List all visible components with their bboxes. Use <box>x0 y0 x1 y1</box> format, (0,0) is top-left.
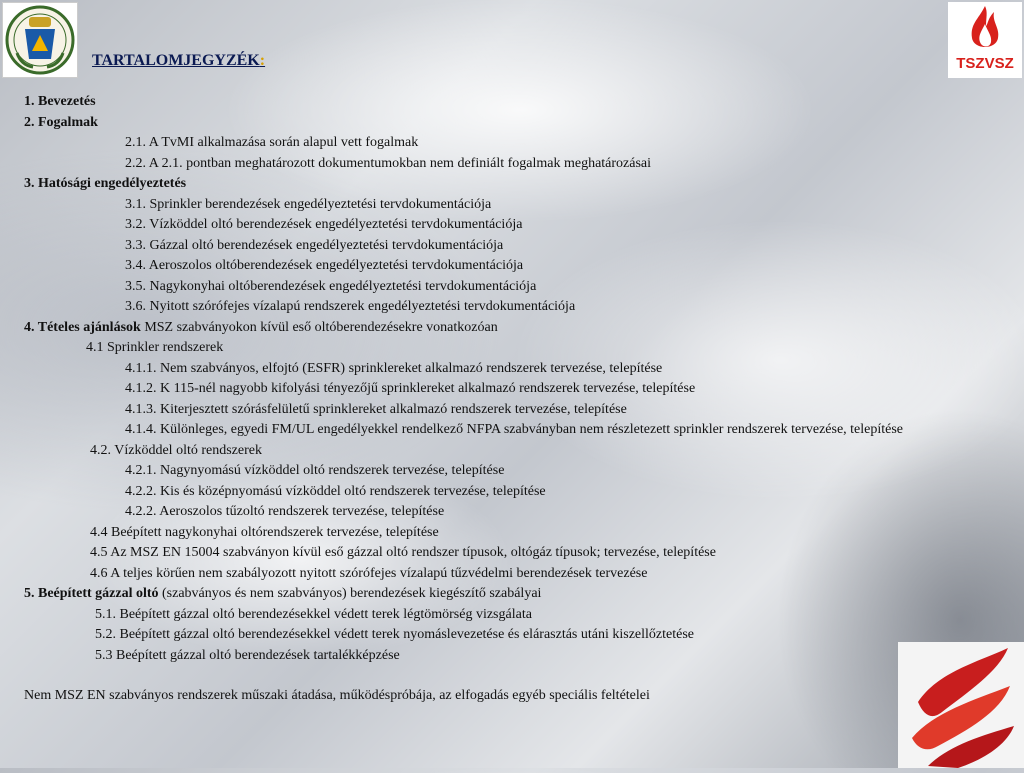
page-title <box>92 52 265 70</box>
toc-item-3-4: 3.4. Aeroszolos oltóberendezések engedélyeztetési tervdokumentációja <box>125 258 524 273</box>
toc-item-5-2: 5.2. Beépített gázzal oltó berendezésekkel védett terek nyomáslevezetése és elárasztás utáni kiszellőztetése <box>95 627 694 642</box>
toc-item-3-6: 3.6. Nyitott szórófejes vízalapú rendszerek engedélyeztetési tervdokumentációja <box>125 299 576 314</box>
toc-footer-note: Nem MSZ EN szabványos rendszerek műszaki átadása, működéspróbája, az elfogadás egyéb speciális feltételei <box>24 688 650 703</box>
toc-item-4-1-1: 4.1.1. Nem szabványos, elfojtó (ESFR) sprinklereket alkalmazó rendszerek tervezése, telepítése <box>125 360 663 376</box>
toc-item-4-2-2: 4.2.2. Kis és középnyomású vízköddel oltó rendszerek tervezése, telepítése <box>125 483 546 499</box>
toc-item-2-1: 2.1. A TvMI alkalmazása során alapul vett fogalmak <box>125 135 419 150</box>
toc-item-3-5: 3.5. Nagykonyhai oltóberendezések engedélyeztetési tervdokumentációja <box>125 278 537 294</box>
tszvsz-logo <box>948 2 1022 78</box>
organization-emblem-logo <box>2 2 78 78</box>
toc-item-3-2: 3.2. Vízköddel oltó berendezések engedélyeztetési tervdokumentációja <box>125 217 523 232</box>
toc-section-2: 2. Fogalmak <box>24 114 98 130</box>
toc-item-4-1: 4.1 Sprinkler rendszerek <box>86 340 224 355</box>
toc-item-4-6: 4.6 A teljes körűen nem szabályozott nyitott szórófejes vízalapú tűzvédelmi berendezések tervezése <box>90 565 648 581</box>
toc-item-5-3: 5.3 Beépített gázzal oltó berendezések tartalékképzése <box>95 647 400 663</box>
toc-section-4-heading: 4. Tételes ajánlások <box>24 319 141 335</box>
toc-item-4-2: 4.2. Vízköddel oltó rendszerek <box>90 442 262 458</box>
toc-item-4-1-3: 4.1.3. Kiterjesztett szórásfelületű sprinklereket alkalmazó rendszerek tervezése, telepítése <box>125 401 627 417</box>
toc-item-4-2-1: 4.2.1. Nagynyomású vízköddel oltó rendszerek tervezése, telepítése <box>125 463 505 478</box>
toc-item-3-1: 3.1. Sprinkler berendezések engedélyeztetési tervdokumentációja <box>125 196 492 212</box>
table-of-contents <box>24 92 954 707</box>
toc-section-5-heading: 5. Beépített gázzal oltó <box>24 586 159 601</box>
toc-item-4-5: 4.5 Az MSZ EN 15004 szabványon kívül eső gázzal oltó rendszer típusok, oltógáz típusok; tervezése, telepítése <box>90 545 716 560</box>
toc-section-4-subtitle: MSZ szabványokon kívül eső oltóberendezésekre vonatkozóan <box>140 319 498 335</box>
page-title-colon: : <box>259 52 266 69</box>
toc-item-4-1-2: 4.1.2. K 115-nél nagyobb kifolyási tényezőjű sprinklereket alkalmazó rendszerek tervezése, telepítése <box>125 381 696 396</box>
toc-item-3-3: 3.3. Gázzal oltó berendezések engedélyeztetési tervdokumentációja <box>125 237 504 253</box>
toc-section-3: 3. Hatósági engedélyeztetés <box>24 176 187 191</box>
toc-item-4-4: 4.4 Beépített nagykonyhai oltórendszerek tervezése, telepítése <box>90 524 439 540</box>
page-title-text: TARTALOMJEGYZÉK <box>92 52 260 69</box>
toc-section-4 <box>24 318 954 339</box>
toc-section-5 <box>24 584 954 605</box>
tszvsz-logo-text: TSZVSZ <box>956 55 1014 72</box>
toc-item-4-1-4: 4.1.4. Különleges, egyedi FM/UL engedélyekkel rendelkező NFPA szabványban nem részletezett sprinkler rendszerek tervezése, telepítése <box>125 422 904 437</box>
toc-item-2-2: 2.2. A 2.1. pontban meghatározott dokumentumokban nem definiált fogalmak meghatározásai <box>125 155 652 171</box>
toc-section-5-subtitle: (szabványos és nem szabványos) berendezések kiegészítő szabályai <box>158 586 542 601</box>
toc-item-4-2-2-aerosol: 4.2.2. Aeroszolos tűzoltó rendszerek tervezése, telepítése <box>125 504 445 519</box>
toc-item-5-1: 5.1. Beépített gázzal oltó berendezésekkel védett terek légtömörség vizsgálata <box>95 606 532 622</box>
toc-section-1: 1. Bevezetés <box>24 94 96 109</box>
